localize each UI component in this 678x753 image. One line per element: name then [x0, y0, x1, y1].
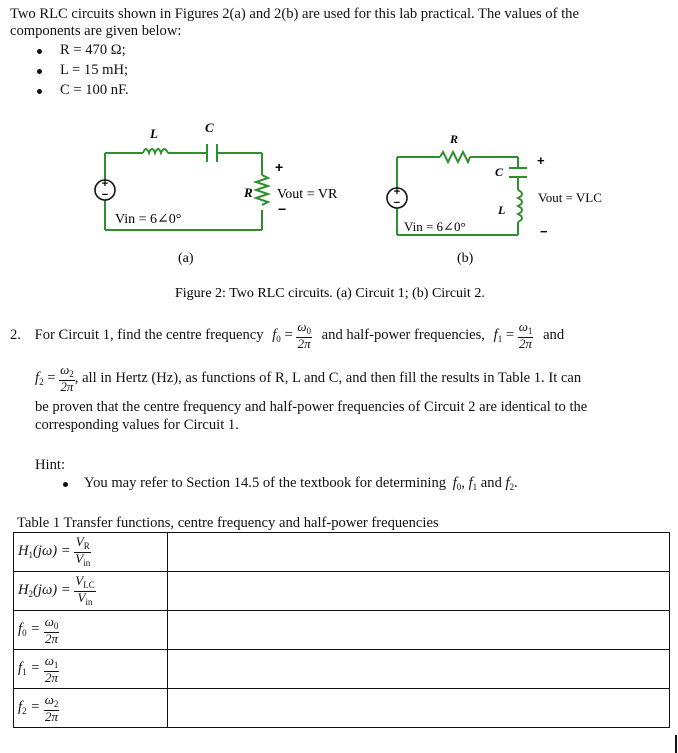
table-1 [13, 532, 670, 728]
table-cell-answer[interactable] [168, 611, 670, 650]
hint-line: You may refer to Section 14.5 of the textbook for determining $f_0$, $f_1$ and $f_2$. [84, 475, 518, 492]
figure-caption: Figure 2: Two RLC circuits. (a) Circuit 1; (b) Circuit 2. [175, 286, 485, 301]
text-cursor [675, 735, 677, 753]
table-row [14, 533, 670, 572]
table-cell-answer[interactable] [168, 572, 670, 611]
source-a-minus: − [101, 189, 109, 201]
question-part-2: and half-power frequencies, [321, 326, 485, 343]
table-row [14, 572, 670, 611]
bullet-dot [37, 49, 42, 54]
question-number: 2. [10, 326, 21, 343]
question-line-4: corresponding values for Circuit 1. [35, 417, 239, 433]
table-cell-label: $f_1$ = $\frac{\omega_1}{2\pi}$ [14, 650, 168, 689]
vout-a: Vout = VR [277, 187, 338, 202]
question-part-3: and [543, 326, 565, 343]
table-cell-answer[interactable] [168, 689, 670, 728]
label-r-a: R [244, 185, 253, 200]
table-cell-answer[interactable] [168, 650, 670, 689]
hint-text: You may refer to Section 14.5 of the textbook for determining [84, 475, 447, 491]
label-c-b: C [495, 165, 504, 179]
inductor-a [143, 149, 168, 153]
bullet-dot [37, 89, 42, 94]
resistor-a [256, 175, 268, 205]
f0-label: $f_0$ = [18, 621, 41, 639]
bullet-dot [37, 69, 42, 74]
bullet-dot [63, 482, 68, 487]
label-c-a: C [205, 120, 214, 135]
table-caption: Table 1 Transfer functions, centre frequency and half-power frequencies [17, 515, 439, 531]
resistor-b [440, 152, 470, 162]
caption-b: (b) [457, 251, 474, 266]
vin-a: Vin = 6∠0° [115, 212, 182, 227]
caption-a: (a) [178, 251, 194, 266]
table-row [14, 650, 670, 689]
minus-b: − [540, 224, 548, 239]
source-b-plus: + [393, 186, 401, 198]
f1-label: $f_1$ = [18, 660, 41, 678]
h2-label: $H_2(j\omega)$ = [18, 582, 71, 600]
table-cell-answer[interactable] [168, 533, 670, 572]
figure-2-circuits [0, 110, 678, 310]
question-line-3: be proven that the centre frequency and half-power frequencies of Circuit 2 are identical to the [35, 399, 588, 415]
label-l-a: L [150, 126, 158, 141]
intro-line-1: Two RLC circuits shown in Figures 2(a) and 2(b) are used for this lab practical. The values of the [10, 6, 579, 22]
component-l: L = 15 mH; [60, 62, 129, 78]
source-b-minus: − [393, 197, 401, 209]
h1-label: $H_1(j\omega)$ = [18, 543, 71, 561]
question-part-1: For Circuit 1, find the centre frequency [34, 326, 264, 343]
component-c: C = 100 nF. [60, 82, 129, 98]
plus-a: + [275, 159, 284, 175]
component-r: R = 470 Ω; [60, 42, 126, 58]
intro-line-2: components are given below: [10, 23, 182, 39]
label-r-b: R [450, 132, 459, 146]
question-part-4: , all in Hertz (Hz), as functions of R, L and C, and then fill the results in Table 1. It can [74, 369, 582, 386]
label-l-b: L [498, 203, 506, 217]
vout-b: Vout = VLC [538, 190, 602, 205]
hint-label: Hint: [35, 457, 65, 473]
table-row [14, 611, 670, 650]
table-cell-label: $f_2$ = $\frac{\omega_2}{2\pi}$ [14, 689, 168, 728]
question-line-2: $f_2$ = $\frac{\omega_2}{2\pi}$ , all in Hertz (Hz), as functions of R, L and C, and then fill the results in Table 1. It can [35, 362, 582, 394]
plus-b: + [537, 153, 545, 168]
vin-b: Vin = 6∠0° [404, 219, 466, 234]
f2-label: $f_2$ = [18, 699, 41, 717]
table-cell-label: $f_0$ = $\frac{\omega_0}{2\pi}$ [14, 611, 168, 650]
minus-a: − [278, 201, 287, 217]
source-a-plus: + [101, 178, 109, 190]
table-cell-label: $H_1(j\omega)$ = $\frac{V_R}{V_{in}}$ [14, 533, 168, 572]
question-line-1: 2. For Circuit 1, find the centre frequency $f_0$ = $\frac{\omega_0}{2\pi}$ and half-power frequencies, $f_1$ = $\frac{\omega_1}{2\pi}$ and [10, 319, 565, 351]
inductor-b [518, 190, 522, 222]
table-cell-label: $H_2(j\omega)$ = $\frac{V_{LC}}{V_{in}}$ [14, 572, 168, 611]
table-row [14, 689, 670, 728]
